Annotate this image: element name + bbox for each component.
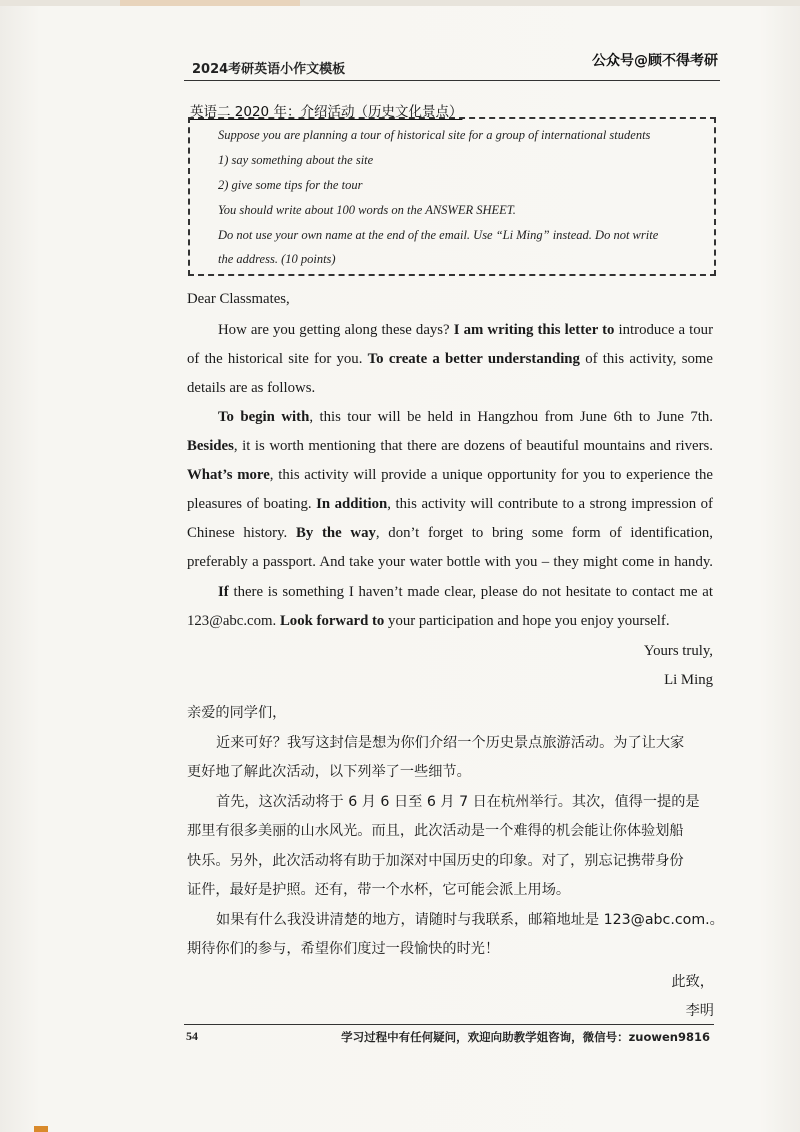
translation-line: 那里有很多美丽的山水风光。而且，此次活动是一个难得的机会能让你体验划船 (187, 823, 684, 839)
prompt-line: You should write about 100 words on the ANSWER SHEET. (218, 203, 516, 217)
letter-line (218, 407, 713, 427)
phrase-highlight: To begin with (218, 409, 310, 425)
phrase-highlight: Besides (187, 438, 234, 454)
text-run: , this activity will contribute to a strong impression of (387, 496, 713, 512)
phrase-highlight: To create a better understanding (367, 351, 580, 367)
prompt-line: 2) give some tips for the tour (218, 178, 363, 192)
letter-line: preferably a passport. And take your water bottle with you – they might come in handy. (187, 554, 713, 570)
text-run: , don’t forget to bring some form of identification, (375, 525, 713, 541)
email-address: 123@abc.com. (187, 613, 277, 629)
translation-line: 更好地了解此次活动，以下列举了一些细节。 (187, 764, 471, 780)
prompt-title: 英语二 2020 年：介绍活动（历史文化景点） (190, 104, 463, 120)
translation-line: 快乐。另外，此次活动将有助于加深对中国历史的印象。对了，别忘记携带身份 (187, 853, 684, 869)
letter-line (187, 523, 713, 543)
prompt-line: 1) say something about the site (218, 153, 374, 167)
translation-line: 首先，这次活动将于 6 月 6 日至 6 月 7 日在杭州举行。其次，值得一提的是 (216, 794, 700, 810)
header-account-name: 公众号@顾不得考研 (592, 53, 718, 69)
letter-line (218, 320, 713, 340)
translation-line: 近来可好？我写这封信是想为你们介绍一个历史景点旅游活动。为了让大家 (216, 735, 685, 751)
text-run: there is something I haven’t made clear, please do not hesitate to contact me at (233, 584, 713, 600)
letter-salutation: Dear Classmates, (187, 291, 290, 307)
prompt-line: the address. (10 points) (218, 252, 336, 266)
letter-line (187, 349, 713, 369)
phrase-highlight: I am writing this letter to (453, 322, 615, 338)
text-run: introduce a tour (618, 322, 713, 338)
letter-signature: Li Ming (664, 672, 713, 688)
text-run: How are you getting along these days? (218, 322, 450, 338)
translation-line: 证件，最好是护照。还有，带一个水杯，它可能会派上用场。 (187, 882, 571, 898)
translation-line: 期待你们的参与，希望你们度过一段愉快的时光！ (187, 941, 500, 957)
text-run: Chinese history. (187, 525, 288, 541)
text-run: , this activity will provide a unique opportunity for you to experience the (269, 467, 714, 483)
letter-line: details are as follows. (187, 380, 316, 396)
footer-contact-note: 学习过程中有任何疑问，欢迎向助教学姐咨询，微信号：zuowen9816 (341, 1030, 710, 1044)
footer-divider (184, 1024, 714, 1025)
translation-line: 如果有什么我没讲清楚的地方，请随时与我联系，邮箱地址是 123@abc.com.。 (216, 912, 724, 928)
prompt-line: Suppose you are planning a tour of historical site for a group of international students (218, 128, 651, 142)
text-run: , it is worth mentioning that there are dozens of beautiful mountains and rivers. (233, 438, 713, 454)
phrase-highlight: What’s more (187, 467, 270, 483)
letter-line (187, 494, 713, 514)
phrase-highlight: If (218, 584, 229, 600)
letter-line (187, 436, 713, 456)
translation-signature: 李明 (685, 1003, 714, 1019)
header-divider (184, 80, 720, 81)
prompt-line: Do not use your own name at the end of the email. Use “Li Ming” instead. Do not write (218, 228, 659, 242)
page-corner-mark (34, 1126, 48, 1132)
text-run: of the historical site for you. (187, 351, 363, 367)
text-run: your participation and hope you enjoy yourself. (388, 613, 670, 629)
page-top-smudge (120, 0, 300, 6)
page-number: 54 (186, 1029, 198, 1043)
header-book-title: 2024考研英语小作文模板 (192, 62, 346, 77)
letter-line (218, 582, 713, 602)
phrase-highlight: In addition (316, 496, 388, 512)
phrase-highlight: Look forward to (279, 613, 385, 629)
translation-closing: 此致， (671, 974, 714, 990)
text-run: of this activity, some (585, 351, 713, 367)
text-run: pleasures of boating. (187, 496, 312, 512)
phrase-highlight: By the way (295, 525, 376, 541)
translation-salutation: 亲爱的同学们， (187, 705, 287, 721)
text-run: , this tour will be held in Hangzhou from June 6th to June 7th. (309, 409, 713, 425)
letter-closing: Yours truly, (643, 643, 713, 659)
letter-line (187, 465, 713, 485)
letter-line (187, 611, 713, 631)
